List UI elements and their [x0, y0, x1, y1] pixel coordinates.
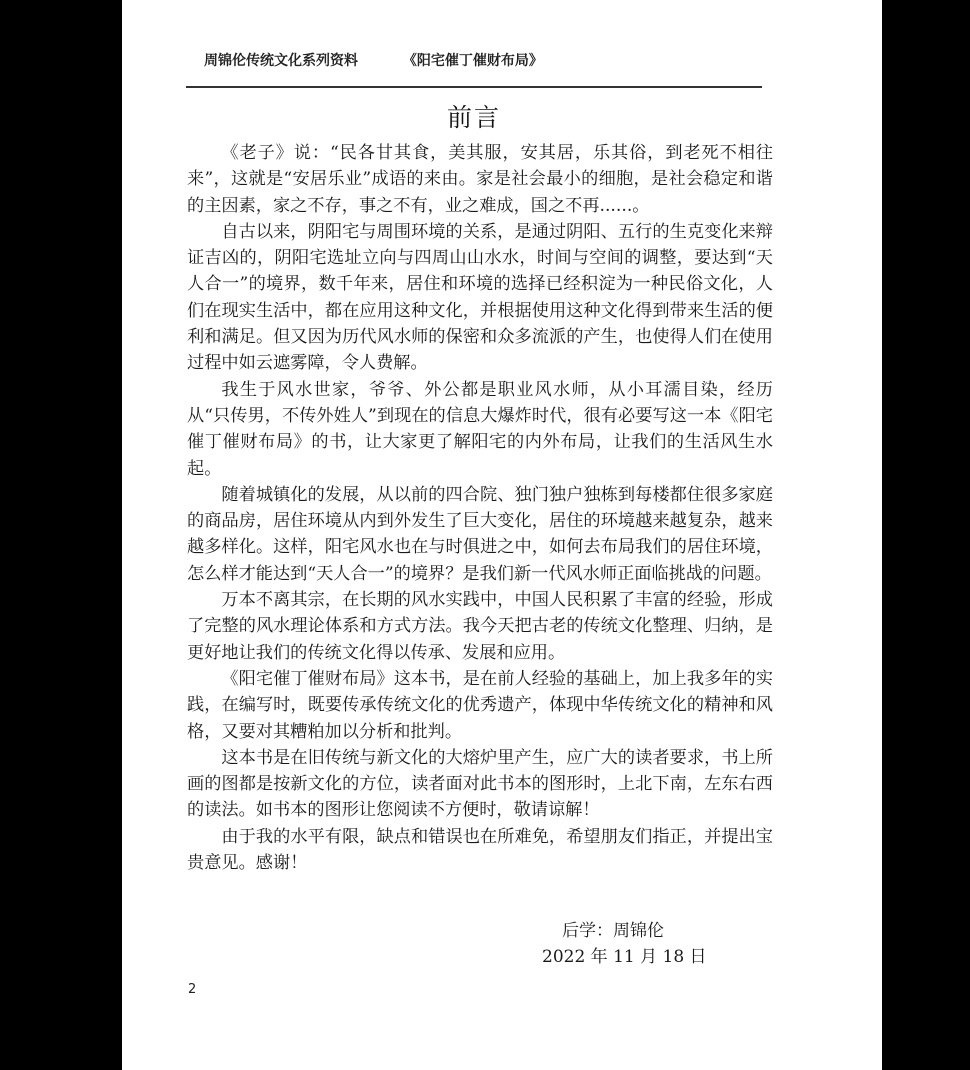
series-title: 周锦伦传统文化系列资料 [204, 53, 358, 69]
signature-block [542, 918, 707, 970]
paragraph: 万本不离其宗，在长期的风水实践中，中国人民积累了丰富的经验，形成了完整的风水理论体系和方式方法。我今天把古老的传统文化整理、归纳，是更好地让我们的传统文化得以传承、发展和应用。 [187, 590, 773, 663]
document-page [122, 0, 882, 1070]
header-rule [186, 86, 762, 88]
paragraph: 这本书是在旧传统与新文化的大熔炉里产生，应广大的读者要求，书上所画的图都是按新文化的方位，读者面对此书本的图形时，上北下南，左东右西的读法。如书本的图形让您阅读不方便时，敬请谅解！ [187, 747, 773, 821]
running-header [204, 50, 543, 70]
preface-body [187, 140, 773, 876]
author-signature: 后学：周锦伦 [562, 921, 664, 941]
paragraph: 自古以来，阴阳宅与周围环境的关系，是通过阴阳、五行的生克变化来辩证吉凶的，阴阳宅选址立向与四周山山水水，时间与空间的调整，要达到“天人合一”的境界，数千年来，居住和环境的选择已经积淀为一种民俗文化，人们在现实生活中，都在应用这种文化，并根据使用这种文化得到带来生活的便利和满足。但又因为历代风水师的保密和众多流派的产生，也使得人们在使用过程中如云遮雾障，令人费解。 [187, 221, 773, 374]
paragraph: 《老子》说：“民各甘其食，美其服，安其居，乐其俗，到老死不相往来”，这就是“安居乐业”成语的来由。家是社会最小的细胞，是社会稳定和谐的主因素，家之不存，事之不有，业之难成，国之不再......。 [187, 143, 773, 216]
book-title: 《阳宅催丁催财布局》 [402, 53, 543, 69]
paragraph: 我生于风水世家，爷爷、外公都是职业风水师，从小耳濡目染，经历从“只传男，不传外姓人”到现在的信息大爆炸时代，很有必要写这一本《阳宅催丁催财布局》的书，让大家更了解阳宅的内外布局，让我们的生活风生水起。 [187, 379, 773, 479]
paragraph: 《阳宅催丁催财布局》这本书，是在前人经验的基础上，加上我多年的实践，在编写时，既要传承传统文化的优秀遗产，体现中华传统文化的精神和风格，又要对其糟粕加以分析和批判。 [187, 668, 773, 742]
page-title: 前言 [446, 103, 501, 132]
signature-date: 2022 年 11 月 18 日 [542, 947, 707, 967]
page-number: 2 [188, 982, 197, 997]
paragraph: 由于我的水平有限，缺点和错误也在所难免，希望朋友们指正，并提出宝贵意见。感谢！ [187, 826, 773, 874]
paragraph: 随着城镇化的发展，从以前的四合院、独门独户独栋到每楼都住很多家庭的商品房，居住环境从内到外发生了巨大变化，居住的环境越来越复杂，越来越多样化。这样，阳宅风水也在与时俱进之中，如何去布局我们的居住环境，怎么样才能达到“天人合一”的境界？是我们新一代风水师正面临挑战的问题。 [187, 484, 773, 584]
